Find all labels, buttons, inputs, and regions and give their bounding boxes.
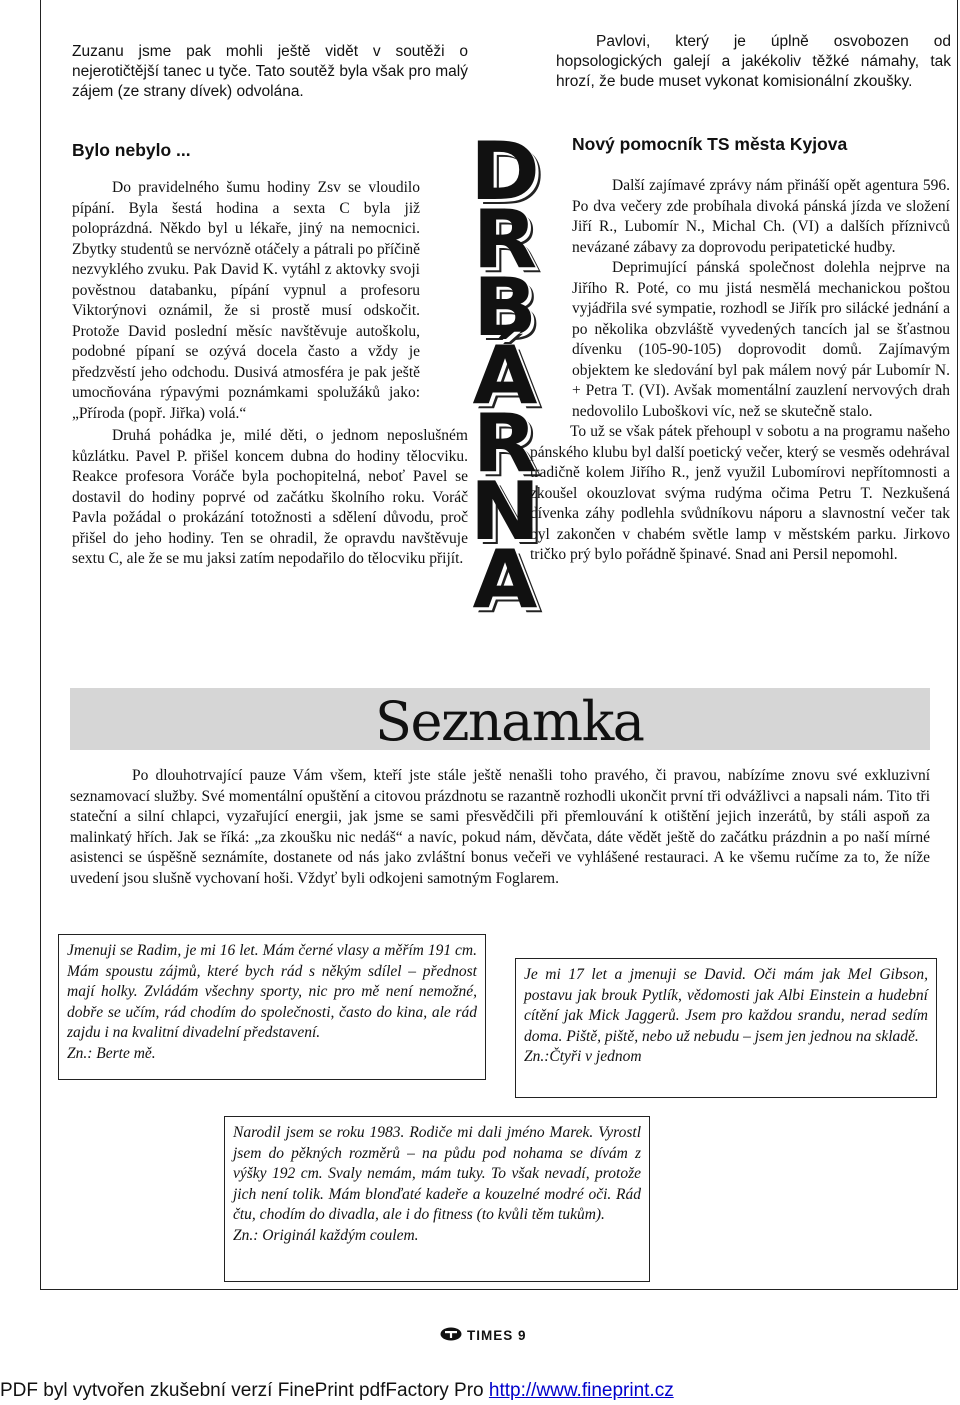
seznamka-intro: Po dlouhotrvající pauze Vám všem, kteří jste stále ještě nenašli toho pravého, či pravou, nabízíme znovu své exkluzivní seznamovací služby. Své momentální opuštění a citovou prázdnotu se razantně rozhodli ukončit první tři odvážlivci a napsali nám. Tito tři stateční a silní chlapci, vyzařující energii, jak jsme se sami přesvědčili při přemlouvání k otištění jejich inzerátů, by stáli aspoň za malinkatý hřích. Jak se říká: „za zkoušku nic nedáš“ a navíc, pokud nám, děvčata, dáte vědět ještě do začátku prázdnin a po naší mírné asistenci se úspěšně seznámíte, dostanete od nás jako zvláštní bonus večeři ve vyhlášené restauraci. A ke všemu ručíme za to, že níže uvedení jsou slušně vychovaní hoši. Vždyť byli odkojeni samotným Foglarem.	[70, 767, 930, 887]
right-article-paragraph: Deprimující pánská společnost dolehla nejprve na Jiřího R. Poté, co mu jistá nesmělá mechanickou poštou vyjádřila své sympatie, rozhodl se Jiřík pro silácké jednání a po několika obzvláště vyvedených tancích jal se šťastnou dívenku (105-90-105) doprovodit domů. Zajímavým objektem ke sledování byl pak málem nový pár Lubomír N. + Petra T. (VI). Avšak momentální zauzlení nervových drah nedovolilo Luboškovi víc, než se skutečně stalo.	[572, 259, 950, 420]
left-article-body	[72, 178, 468, 570]
right-article-heading: Nový pomocník TS města Kyjova	[572, 134, 848, 154]
footer-page-label: TIMES 9	[467, 1328, 527, 1343]
drbarna-letter: R	[472, 397, 538, 490]
drbarna-letter: R	[472, 193, 538, 286]
ad-text: Je mi 17 let a jmenuji se David. Oči mám jak Mel Gibson, postavu jak brouk Pytlík, vědomosti jak Albi Einstein a hudební cítění jak Mick Jaggerů. Jsem pro každou srandu, nerad sedím doma. Piště, piště, nebo už nebudu – jsem jen jednou na skladě.	[524, 966, 928, 1045]
drbarna-letter: Á	[472, 329, 538, 422]
top-left-text: Zuzanu jsme pak mohli ještě vidět v soutěži o nejerotičtější tanec u tyče. Tato soutěž byla však pro malý zájem (ze strany dívek) odvolána.	[72, 43, 468, 100]
ad-code: Zn.: Originál každým coulem.	[233, 1226, 419, 1244]
drbarna-letter: D	[470, 125, 540, 218]
left-article-paragraph: Do pravidelného šumu hodiny Zsv se vloudilo pípání. Byla šestá hodina a sexta C byla již poloprázdná. Někdo byl u lékaře, jiný na nemocnici. Zbytky studentů se nervózně otáčely a pátrali po příčině nezvyklého zvuku. Pak David K. vytáhl z aktovky svoji pověstnou databanku, pípání vypnul a profesoru Viktorýnovi oznámil, že si prostě musí odskočit. Protože David poslední měsíc navštěvuje autoškolu, podobné pípaní se ozývá docela často a vždy je předzvěstí jeho odchodu. Dusivá atmosféra je pak ještě umocňována rýpavými poznámkami spolužáků jako: „Příroda (popř. Jiřka) volá.“	[72, 179, 420, 422]
times-logo-icon	[440, 1327, 462, 1341]
left-article-paragraph: Druhá pohádka je, milé děti, o jednom neposlušném kůzlátku. Pavel P. přišel koncem dubna do hodiny tělocviku. Reakce profesora Voráče byla pochopitelná, neboť Pavel se dostavil do hodiny poprvé od začátku školního roku. Voráč Pavla požádal o prokázání totožnosti a sdělení důvodu, proč přišel do jeho hodiny. Ten se ohradil, že opravdu navštěvuje sextu C, ale že se mu jaksi zatím nepodařilo do tělocviku přijít.	[72, 427, 468, 567]
right-article-paragraph: Další zajímavé zprávy nám přináší opět agentura 596. Po dva večery zde probíhala divoká pánská jízda ve složení Jiří R., Lubomír N., Michal Ch. (VI) a dalších příznivců nevázané zábavy za doprovodu peripatetické hudby.	[572, 177, 950, 256]
right-article-paragraph: To už se však pátek přehoupl v sobotu a na programu našeho pánského klubu byl další poetický večer, který se vesměs odehrával tradičně kolem Jiřího R., jenž využil Lubomírovi nepřítomnosti a zkoušel okouzlovat svýma rudýma očima Petru T. Nezkušená dívenka záhy podlehla svůdníkovu náporu a slavnostní večer tak byl zakončen v chabém světle lamp v městském parku. Jirkovo tričko prý bylo pořádně špinavé. Snad ani Persil nepomohl.	[530, 423, 950, 563]
top-right-text: Pavlovi, který je úplně osvobozen od hopsologických galejí a jakékoliv těžké námahy, tak hrozí, že bude muset vykonat komisionální zkoušky.	[556, 33, 951, 90]
personal-ad-david	[515, 958, 937, 1098]
ad-code: Zn.:Čtyři v jednom	[524, 1048, 642, 1065]
pdf-creator-note	[0, 1380, 674, 1402]
ad-code: Zn.: Berte mě.	[67, 1044, 156, 1062]
ad-text: Narodil jsem se roku 1983. Rodiče mi dali jméno Marek. Vyrostl jsem do pěkných rozměrů – na půdu pod nohama se dívám z výšky 192 cm. Svaly nemám, mám tuky. To však nevadí, protože jich není tolik. Mám blonďaté kadeře a kouzelné modré oči. Rád čtu, chodím do divadla, ale i do fitness (to kvůli těm tukům).	[233, 1124, 641, 1223]
drbarna-letter: A	[472, 533, 538, 626]
personal-ad-radim	[58, 934, 486, 1080]
pdf-note-text: PDF byl vytvořen zkušební verzí FinePrint pdfFactory Pro	[0, 1380, 489, 1401]
drbarna-letter: B	[472, 261, 538, 354]
pdf-note-link[interactable]: http://www.fineprint.cz	[488, 1380, 674, 1401]
seznamka-title: Seznamka	[375, 690, 644, 753]
ad-text: Jmenuji se Radim, je mi 16 let. Mám černé vlasy a měřím 191 cm. Mám spoustu zájmů, které bych rád s někým sdílel – přednost mají holky. Zvládám všechny sporty, nic pro mě není nemožné, dobře se učím, rád chodím do společnosti, často do kina, ale rád zajdu i na kvalitní divadelní představení.	[67, 942, 477, 1041]
personal-ad-marek	[224, 1116, 650, 1282]
right-article-body	[530, 176, 950, 566]
drbarna-letter: N	[469, 465, 541, 558]
left-article-heading: Bylo nebylo ...	[72, 140, 191, 160]
